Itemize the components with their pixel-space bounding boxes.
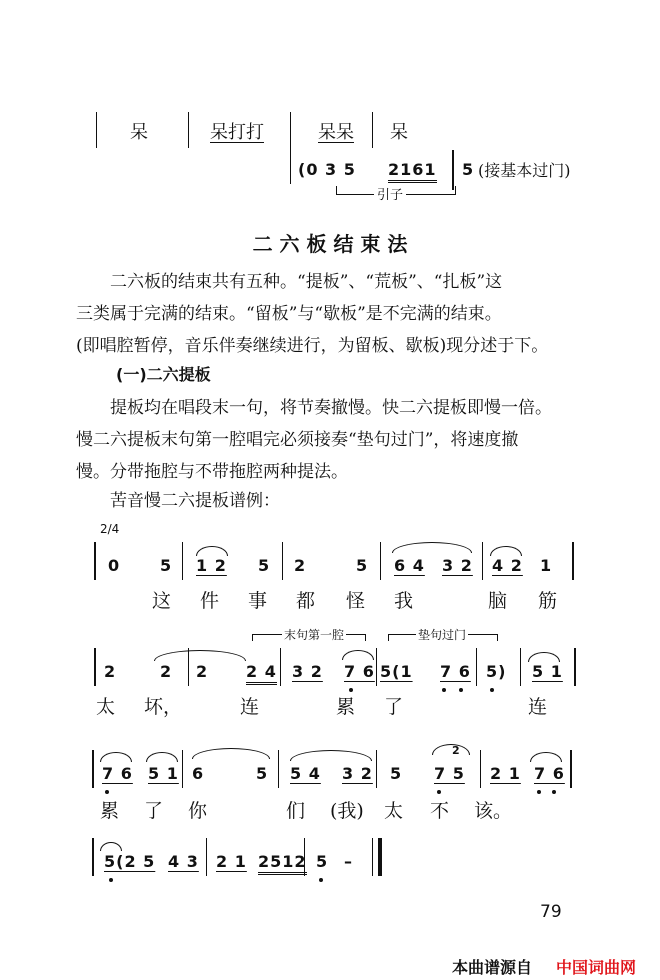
section-title: 二 六 板 结 束 法 xyxy=(252,232,408,256)
note: 6 xyxy=(192,764,205,783)
barline xyxy=(376,648,377,686)
note: 3 2 xyxy=(342,764,373,783)
note: 2 1 xyxy=(216,852,247,871)
barline xyxy=(520,648,521,686)
note: 5 xyxy=(258,556,271,575)
low-octave-dot xyxy=(552,790,556,794)
barline xyxy=(92,838,94,876)
low-octave-dot xyxy=(437,790,441,794)
barline xyxy=(280,648,281,686)
time-signature: 2/4 xyxy=(100,522,120,536)
excerpt-notes: 5 xyxy=(462,160,475,179)
note: 2 xyxy=(160,662,173,681)
slur xyxy=(192,748,270,759)
lyric: 筋 xyxy=(538,590,558,612)
note: 1 2 xyxy=(196,556,227,575)
barline xyxy=(92,750,94,788)
note: 5 1 xyxy=(148,764,179,783)
low-octave-dot xyxy=(319,878,323,882)
lyric: (我) xyxy=(330,800,364,822)
lyric: 了 xyxy=(144,800,164,822)
barline xyxy=(572,542,574,580)
excerpt-lyric: 呆打打 xyxy=(210,122,264,143)
text-line: 慢二六提板末句第一腔唱完必须接奏“垫句过门”，将速度撤 xyxy=(76,430,519,450)
note: 3 2 xyxy=(292,662,323,681)
slur xyxy=(196,546,228,556)
lyric: 累 xyxy=(100,800,120,822)
note: 4 3 xyxy=(168,852,199,871)
note: 4 2 xyxy=(492,556,523,575)
barline xyxy=(476,648,477,686)
note: 3 2 xyxy=(442,556,473,575)
lyric: 件 xyxy=(200,590,220,612)
slur xyxy=(530,752,562,762)
note: 2 4 xyxy=(246,662,277,685)
slur xyxy=(392,542,472,553)
note: 5(2 5 xyxy=(104,852,156,871)
text-line: 二六板的结束共有五种。“提板”、“荒板”、“扎板”这 xyxy=(110,272,503,292)
note: 1 xyxy=(540,556,553,575)
barline xyxy=(480,750,481,788)
final-barline xyxy=(378,838,382,876)
note: 2 xyxy=(196,662,209,681)
barline xyxy=(290,112,291,184)
excerpt-lyric: 呆呆 xyxy=(318,122,354,143)
note: 2 xyxy=(294,556,307,575)
lyric: 太 xyxy=(96,696,116,718)
excerpt-lyric: 呆 xyxy=(390,122,408,143)
excerpt-notes: (0 3 5 xyxy=(298,160,356,179)
barline xyxy=(282,542,283,580)
lyric: 脑 xyxy=(488,590,508,612)
note: 5 xyxy=(390,764,403,783)
phrase-label: 垫句过门 xyxy=(418,628,467,642)
barline xyxy=(380,542,381,580)
note: 5 xyxy=(160,556,173,575)
note: 2512 xyxy=(258,852,307,875)
slur xyxy=(432,744,470,755)
note: 5 1 xyxy=(532,662,563,681)
low-octave-dot xyxy=(442,688,446,692)
note: 7 6 xyxy=(440,662,471,681)
lyric: 事 xyxy=(248,590,268,612)
lyric: 不 xyxy=(430,800,450,822)
low-octave-dot xyxy=(459,688,463,692)
lyric: 坏， xyxy=(144,696,183,718)
text-line: (即唱腔暂停，音乐伴奏继续进行，为留板、歇板)现分述于下。 xyxy=(76,336,549,356)
lyric: 你 xyxy=(188,800,208,822)
text-line: 慢。分带拖腔与不带拖腔两种提法。 xyxy=(76,462,348,482)
footer-site-link[interactable]: 中国词曲网 xyxy=(556,958,637,977)
paragraph-2 xyxy=(76,392,588,488)
note: 5 xyxy=(316,852,329,871)
lyric: 累 xyxy=(336,696,356,718)
barline xyxy=(188,112,189,148)
low-octave-dot xyxy=(490,688,494,692)
barline xyxy=(452,150,454,190)
lyric: 连 xyxy=(240,696,260,718)
barline xyxy=(182,542,183,580)
barline xyxy=(376,750,377,788)
low-octave-dot xyxy=(109,878,113,882)
lyric: 这 xyxy=(152,590,172,612)
note: 7 6 xyxy=(344,662,375,681)
barline xyxy=(574,648,576,686)
barline xyxy=(94,648,96,686)
note: 5) xyxy=(486,662,507,681)
barline xyxy=(206,838,207,876)
barline xyxy=(372,112,373,148)
note: 7 5 xyxy=(434,764,465,783)
page-number: 79 xyxy=(540,902,562,922)
slur xyxy=(290,750,372,761)
note: 5 xyxy=(256,764,269,783)
barline xyxy=(372,838,373,876)
excerpt-notes: 2161 xyxy=(388,160,437,183)
note: 2 xyxy=(104,662,117,681)
lyric: 连 xyxy=(528,696,548,718)
note: 0 xyxy=(108,556,121,575)
note: 7 6 xyxy=(102,764,133,783)
barline xyxy=(96,112,97,148)
lyric: 们 xyxy=(286,800,306,822)
barline xyxy=(94,542,96,580)
barline xyxy=(278,750,279,788)
note: 5 4 xyxy=(290,764,321,783)
barline xyxy=(182,750,183,788)
note: 6 4 xyxy=(394,556,425,575)
intro-bracket-label: 引子 xyxy=(374,184,406,203)
paragraph-1 xyxy=(76,266,588,362)
lyric: 了 xyxy=(384,696,404,718)
slur xyxy=(100,842,122,851)
note: – xyxy=(344,852,353,871)
low-octave-dot xyxy=(537,790,541,794)
excerpt-lyric: 呆 xyxy=(130,122,148,143)
slur xyxy=(154,650,246,661)
lyric: 该。 xyxy=(474,800,513,822)
lyric: 都 xyxy=(296,590,316,612)
text-line: 三类属于完满的结束。“留板”与“歇板”是不完满的结束。 xyxy=(76,304,502,324)
slur xyxy=(528,652,560,662)
lyric: 怪 xyxy=(346,590,366,612)
low-octave-dot xyxy=(105,790,109,794)
note: 5 xyxy=(356,556,369,575)
slur xyxy=(490,546,522,556)
footer-source-label: 本曲谱源自 xyxy=(452,958,533,977)
text-line: 提板均在唱段末一句，将节奏撤慢。快二六提板即慢一倍。 xyxy=(110,398,552,418)
slur xyxy=(146,752,178,762)
barline xyxy=(482,542,483,580)
phrase-label: 末句第一腔 xyxy=(284,628,345,642)
note: 5(1 xyxy=(380,662,413,681)
barline xyxy=(570,750,572,788)
note: 2 1 xyxy=(490,764,521,783)
grace-note: 2 xyxy=(452,744,460,757)
lyric: 太 xyxy=(384,800,404,822)
example-label: 苦音慢二六提板谱例： xyxy=(110,491,280,511)
excerpt-ending-text: (接基本过门) xyxy=(478,161,571,180)
note: 7 6 xyxy=(534,764,565,783)
slur xyxy=(100,752,132,762)
lyric: 我 xyxy=(394,590,414,612)
subheading: (一)二六提板 xyxy=(116,365,211,384)
slur xyxy=(342,650,374,660)
